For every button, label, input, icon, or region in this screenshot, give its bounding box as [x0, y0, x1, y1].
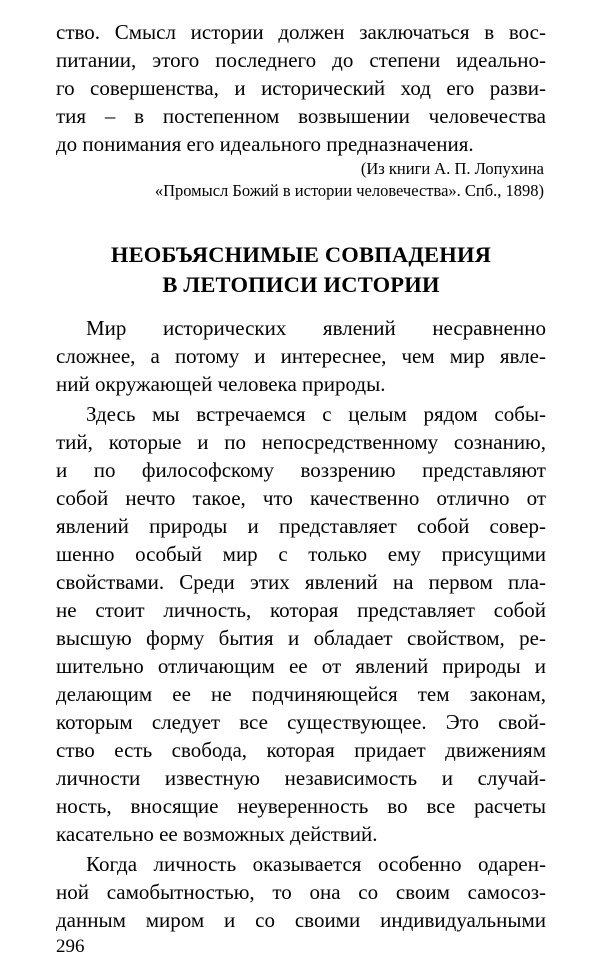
text-line: которым следует все существующее. Это свой- — [56, 710, 546, 734]
text-line: тия – в постепенном возвышении человечества — [56, 104, 546, 128]
text-line: свойствами. Среди этих явлений на первом пла- — [56, 570, 546, 594]
text-line: го совершенства, и исторический ход его разви- — [56, 76, 546, 100]
text-line: и по философскому воззрению представляют — [56, 458, 546, 482]
text-line: Здесь мы встречаемся с целым рядом собы- — [86, 402, 546, 426]
text-line: ство. Смысл истории должен заключаться в вос- — [56, 20, 546, 44]
page-number: 296 — [56, 936, 85, 957]
text-line: питании, этого последнего до степени идеально- — [56, 48, 546, 72]
heading-line: НЕОБЪЯСНИМЫЕ СОВПАДЕНИЯ — [110, 242, 492, 267]
heading-line: В ЛЕТОПИСИ ИСТОРИИ — [162, 272, 440, 297]
text-line: касательно ее возможных действий. — [56, 822, 378, 846]
text-line: явлений природы и представляет собой совер- — [56, 514, 546, 538]
text-line: сложнее, а потому и интереснее, чем мир явле- — [56, 344, 546, 368]
text-line: ность, вносящие неуверенность во все расчеты — [56, 794, 546, 818]
text-line: данным миром и со своими индивидуальными — [56, 908, 546, 932]
text-line: делающим ее не подчиняющейся тем законам, — [56, 682, 546, 706]
citation-line: (Из книги А. П. Лопухина — [360, 159, 544, 178]
text-line: ной самобытностью, то она со своим самосоз- — [56, 880, 546, 904]
text-line: шительно отличающим ее от явлений природы и — [56, 654, 546, 678]
text-line: до понимания его идеального предназначения. — [56, 132, 474, 156]
text-line: собой нечто такое, что качественно отлично от — [56, 486, 546, 510]
text-line: не стоит личность, которая представляет собой — [56, 598, 546, 622]
text-line: высшую форму бытия и обладает свойством, ре- — [56, 626, 546, 650]
text-line: тий, которые и по непосредственному сознанию, — [56, 430, 546, 454]
text-line: Когда личность оказывается особенно одарен- — [86, 852, 546, 876]
text-line: Мир исторических явлений несравненно — [86, 316, 546, 340]
text-line: личности известную независимость и случай- — [56, 766, 546, 790]
text-line: ний окружающей человека природы. — [56, 372, 386, 396]
text-line: ство есть свобода, которая придает движениям — [56, 738, 546, 762]
text-line: шенно особый мир с только ему присущими — [56, 542, 546, 566]
citation-line: «Промысл Божий в истории человечества». Спб., 1898) — [154, 181, 544, 200]
